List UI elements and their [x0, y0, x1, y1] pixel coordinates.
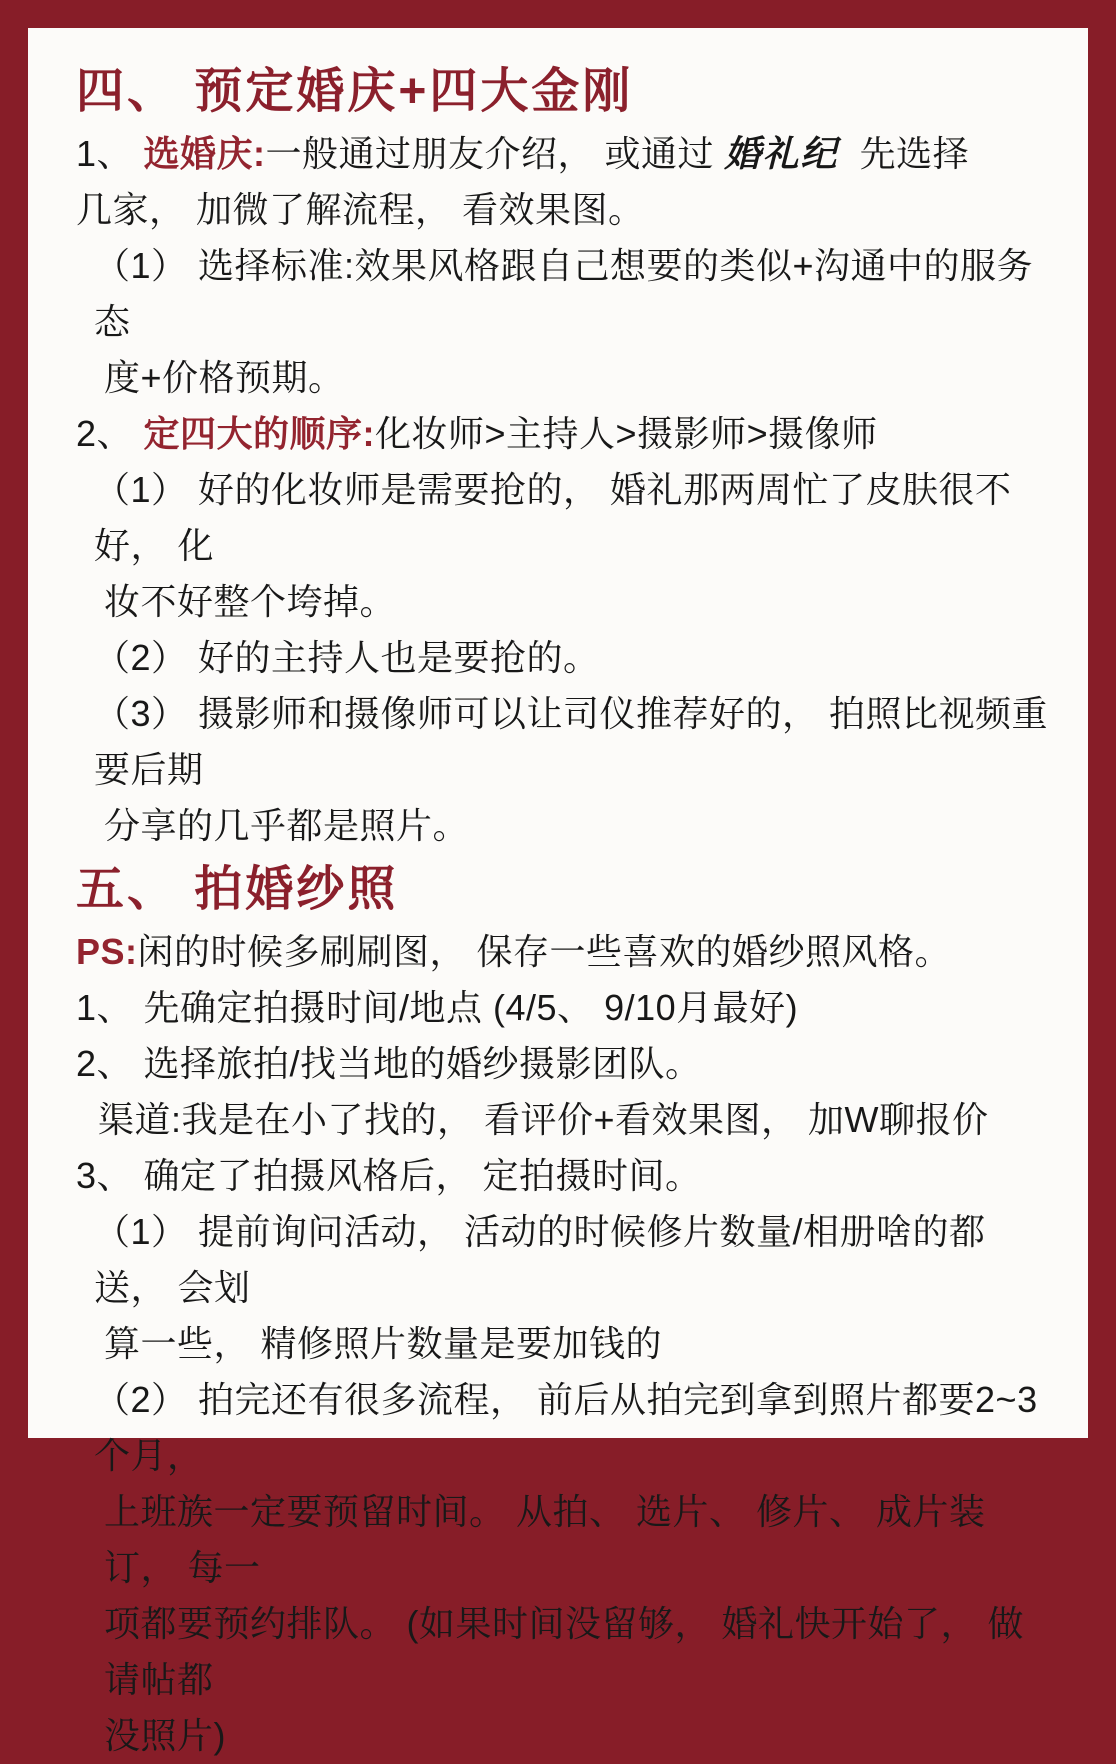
s4-item1-continuation: 几家， 加微了解流程， 看效果图。 — [76, 189, 645, 230]
s4-item1-text-after: 先选择 — [838, 133, 970, 174]
s5-item2-note: 渠道:我是在小了找的， 看评价+看效果图， 加W聊报价 — [98, 1099, 989, 1140]
s4-item1-text: 一般通过朋友介绍， 或通过 — [265, 133, 725, 174]
s5-item3-sub2-continuation-3: 没照片) — [104, 1715, 226, 1756]
s5-item3-sub1: （1） 提前询问活动， 活动的时候修片数量/相册啥的都送， 会划 — [94, 1211, 986, 1308]
s4-item1-sub1-continuation: 度+价格预期。 — [104, 357, 345, 398]
section-wedding-photos — [76, 860, 1054, 1764]
s5-item3-sub2: （2） 拍完还有很多流程， 前后从拍完到拿到照片都要2~3个月， — [94, 1379, 1038, 1476]
s5-item3-sub2-continuation-2: 项都要预约排队。 (如果时间没留够， 婚礼快开始了， 做请帖都 — [104, 1603, 1024, 1700]
s4-item2-sub2: （2） 好的主持人也是要抢的。 — [94, 637, 600, 678]
s4-item2-text: 化妆师>主持人>摄影师>摄像师 — [375, 413, 878, 454]
s4-item2-sub3: （3） 摄影师和摄像师可以让司仪推荐好的， 拍照比视频重要后期 — [94, 693, 1049, 790]
note-page — [28, 28, 1088, 1756]
section-4-title: 四、 预定婚庆+四大金刚 — [76, 65, 634, 118]
s4-item2-sub1-continuation: 妆不好整个垮掉。 — [104, 581, 397, 622]
section-booking-wedding-services — [76, 64, 1054, 854]
list-number: 2、 — [76, 413, 144, 454]
section-5-title: 五、 拍婚纱照 — [76, 863, 399, 916]
s5-item3-sub1-continuation: 算一些， 精修照片数量是要加钱的 — [104, 1323, 663, 1364]
s4-item2-line — [76, 406, 1054, 462]
s4-item1-line — [76, 126, 1054, 182]
s4-item2-red-label: 定四大的顺序: — [143, 413, 376, 454]
s5-ps-red-label: PS: — [76, 931, 138, 972]
s5-item3-sub2-continuation-1: 上班族一定要预留时间。 从拍、 选片、 修片、 成片装订， 每一 — [104, 1491, 986, 1588]
s4-item2-sub3-continuation: 分享的几乎都是照片。 — [104, 805, 470, 846]
s4-item2-sub1: （1） 好的化妆师是需要抢的， 婚礼那两周忙了皮肤很不好， 化 — [94, 469, 1012, 566]
s5-item3: 3、 确定了拍摄风格后， 定拍摄时间。 — [76, 1155, 702, 1196]
s4-item1-sub1: （1） 选择标准:效果风格跟自己想要的类似+沟通中的服务态 — [94, 245, 1034, 342]
s5-item1: 1、 先确定拍摄时间/地点 (4/5、 9/10月最好) — [76, 987, 799, 1028]
list-number: 1、 — [76, 133, 144, 174]
s5-ps-line — [76, 924, 1054, 980]
s4-item1-red-label: 选婚庆: — [143, 133, 266, 174]
s5-item2: 2、 选择旅拍/找当地的婚纱摄影团队。 — [76, 1043, 702, 1084]
s5-ps-text: 闲的时候多刷刷图， 保存一些喜欢的婚纱照风格。 — [137, 931, 952, 972]
brand-name-hunlijii: 婚礼纪 — [724, 133, 839, 175]
